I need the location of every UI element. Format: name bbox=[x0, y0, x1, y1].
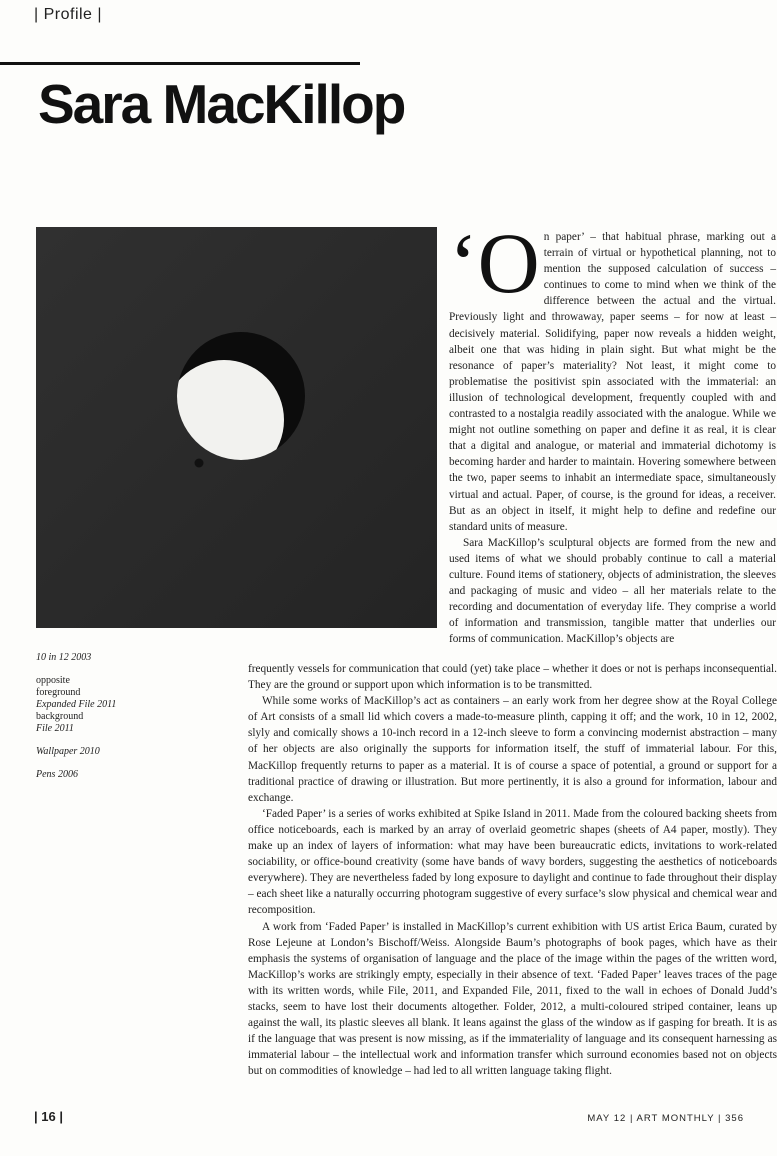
caption-background: background bbox=[36, 711, 84, 722]
record-spindle-hole bbox=[195, 459, 204, 468]
paragraph-4: ‘Faded Paper’ is a series of works exhibited at Spike Island in 2011. Made from the coloured backing sheets from office noticeboards, each is marked by an array of overlaid geometric shapes (sheets of A4 paper, mostly). They make up an index of layers of information: what may have been bureaucratic edicts, invitations to work-related sociability, or office-bound creativity (some have bands of wavy borders, suggesting the aesthetics of noticeboards everywhere). They are nevertheless faded by long exposure to daylight and continue to fade throughout their display – each sheet like a naturally occurring photogram suggestive of every surface’s slow physical and chemical wear and recomposition. bbox=[248, 807, 777, 917]
caption-opposite: opposite bbox=[36, 675, 70, 686]
header-rule bbox=[0, 62, 360, 65]
paragraph-3: While some works of MacKillop’s act as containers – an early work from her degree show at the Royal College of Art consists of a small lid which covers a made-to-measure plinth, capping it off; and the work, 10 in 12, 2002, slyly and comically shows a 10-inch record in a 12-inch sleeve to form a convincing modernist abstraction – many of her objects are also originally the supports for information itself, the stuff of immaterial labour. For this, MacKillop frequently returns to paper as a material. It is of course a space of potential, a ground or support for a traditional practice of drawing or illustration. But more pertinently, it is also a ground for information, labour and exchange. bbox=[248, 695, 777, 804]
page-number: | 16 | bbox=[34, 1109, 63, 1124]
paragraph-2a: Sara MacKillop’s sculptural objects are formed from the new and used items of what we should probably continue to call a material culture. Found items of stationery, objects of administration, the sleeves and packaging of music and video – all her materials relate to the recording and documentation of everyday life. They comprise a world of information and transmission, tangible matter that underlies our forms of communication. MacKillop’s objects are bbox=[449, 536, 776, 646]
record-sleeve-image bbox=[36, 227, 437, 628]
caption-wallpaper: Wallpaper 2010 bbox=[36, 746, 100, 757]
artwork-photo bbox=[36, 227, 437, 628]
article-column-bottom bbox=[248, 661, 777, 1079]
article-title: Sara MacKillop bbox=[38, 73, 405, 135]
article-column-top bbox=[449, 215, 776, 647]
caption-foreground: foreground bbox=[36, 687, 81, 698]
caption-10-in-12: 10 in 12 2003 bbox=[36, 652, 92, 663]
drop-cap: ‘O bbox=[449, 215, 540, 311]
paragraph-2b: frequently vessels for communication that could (yet) take place – whether it does or not is perhaps inconsequential. They are the ground or support upon which information is to be transmitted. bbox=[248, 663, 777, 692]
paragraph-5: A work from ‘Faded Paper’ is installed in MacKillop’s current exhibition with US artist Erica Baum, curated by Rose Lejeune at London’s Bischoff/Weiss. Alongside Baum’s photographs of book pages, which have as their emphasis the systems of organisation of language and the place of the image within the pages of the written word, MacKillop’s works are strikingly empty, especially in their absence of text. ‘Faded Paper’ leaves traces of the page with its written words, while File, 2011, and Expanded File, 2011, fixed to the wall in echoes of Donald Judd’s stacks, seem to have lost their documents altogether. Folder, 2012, a multi-coloured striped container, leans up against the wall, its plastic sleeves all blank. It leans against the glass of the window as if gasping for breath. It is as if the language that was present is now missing, as if the immateriality of language and its consequent harnessing as immaterial labour – the intellectual work and information transfer which surround economies based not on objects but on commodities of knowledge – had led to all written language taking flight. bbox=[248, 920, 777, 1078]
issue-folio: MAY 12 | ART MONTHLY | 356 bbox=[587, 1113, 744, 1124]
caption-file: File 2011 bbox=[36, 723, 74, 734]
paragraph-1: n paper’ – that habitual phrase, marking out a terrain of virtual or hypothetical planning, not to mention the supposed calculation of success – continues to come to mind when we think of the difference between the actual and the virtual. Previously light and throwaway, paper seems – for now at least – decisively material. Solidifying, paper now reveals a hidden weight, albeit one that was hiding in plain sight. But what might be the resonance of paper’s materiality? Not least, it might come to problematise the positivist spin associated with the immaterial: an illusion of technological development, frequently coupled with and contrasted to a nostalgia readily associated with the analogue. While we might not outline something on paper and define it as real, it is clear that a digital and analogue, or material and immaterial dichotomy is becoming harder and harder to maintain. Hovering somewhere between the two, paper seems to inhabit an intermediate space, simultaneously virtual and actual. Paper, of course, is the ground for ideas, a receiver. But as an object in itself, it might help to define and redefine our standard units of measure. bbox=[449, 231, 776, 533]
section-tag: | Profile | bbox=[34, 6, 103, 23]
caption-expanded-file: Expanded File 2011 bbox=[36, 699, 117, 710]
image-captions bbox=[36, 652, 226, 781]
caption-pens: Pens 2006 bbox=[36, 769, 78, 780]
